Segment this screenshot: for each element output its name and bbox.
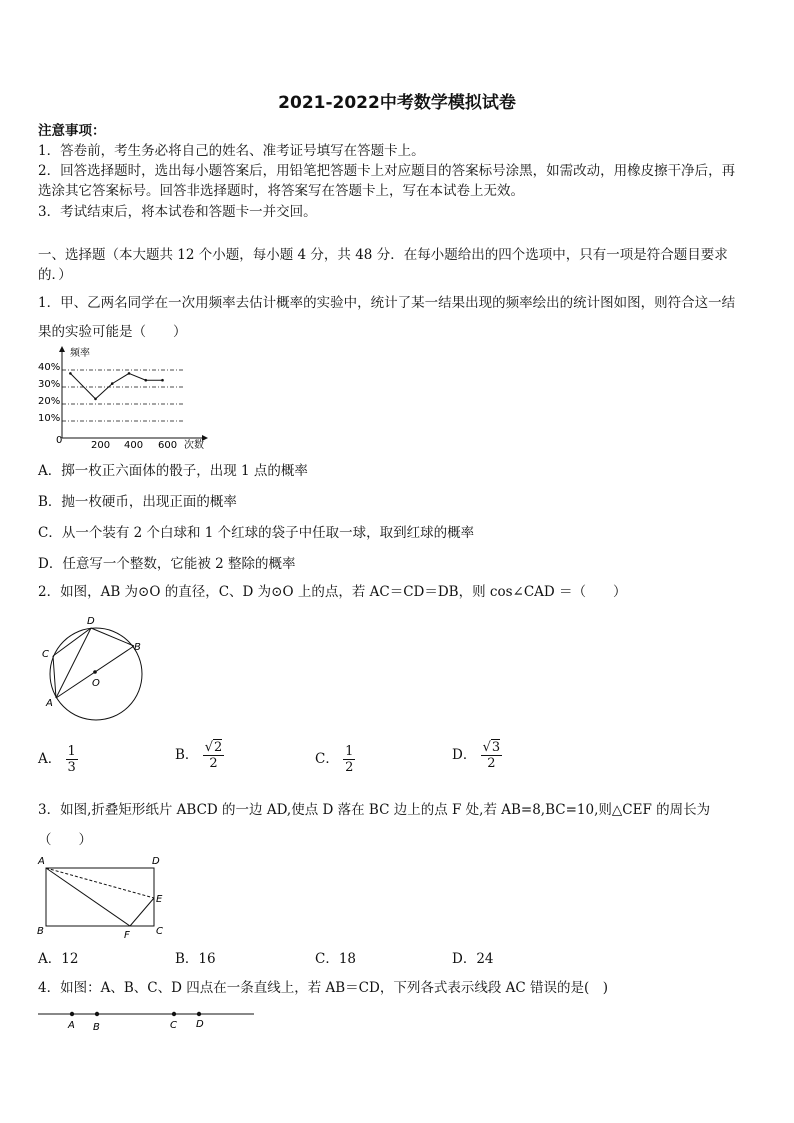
y-axis-arrow <box>59 346 65 352</box>
option-label: A． <box>38 751 62 767</box>
series-line <box>70 373 162 399</box>
segment-af <box>46 868 130 926</box>
option-label: B． <box>175 747 199 763</box>
y-tick-30: 30% <box>38 379 61 390</box>
label-b: B <box>134 642 141 653</box>
fraction: $\frac{√3}{2}$ <box>482 740 501 771</box>
data-point-1 <box>94 398 97 401</box>
q3-option-a: A．12 <box>38 951 79 967</box>
section-heading: 一、选择题（本大题共 12 个小题，每小题 4 分，共 48 分．在每小题给出的四个选项中，只有一项是符合题目要求 <box>38 247 728 263</box>
section-heading-cont: 的．） <box>38 267 72 283</box>
x-tick-600: 600 <box>158 440 178 451</box>
origin-label: 0 <box>56 435 63 446</box>
y-axis-label: 频率 <box>70 348 90 359</box>
q1-option-c: C．从一个装有 2 个白球和 1 个红球的袋子中任取一球，取到红球的概率 <box>38 525 475 541</box>
y-tick-10: 10% <box>38 413 61 424</box>
page-title: 2021-2022中考数学模拟试卷 <box>278 93 516 113</box>
label-b: B <box>93 1022 100 1033</box>
question-4: 4．如图：A、B、C、D 四点在一条直线上，若 AB＝CD，下列各式表示线段 AC 错误的是( ) <box>38 980 609 996</box>
x-tick-400: 400 <box>124 440 144 451</box>
q3-option-c: C．18 <box>315 951 357 967</box>
rectangle-diagram <box>34 852 174 942</box>
segment-ae-dashed <box>46 868 154 898</box>
fraction: $\frac{1}{2}$ <box>345 744 354 775</box>
chord-ad <box>56 628 91 698</box>
label-c: C <box>170 1020 177 1031</box>
q1-option-a: A．掷一枚正六面体的骰子，出现 1 点的概率 <box>38 463 308 479</box>
q2-option-d <box>452 740 502 771</box>
label-d: D <box>87 616 95 627</box>
notice-item-3: 3．考试结束后，将本试卷和答题卡一并交回。 <box>38 204 317 220</box>
data-point-2 <box>111 382 114 385</box>
q1-option-d: D．任意写一个整数，它能被 2 整除的概率 <box>38 556 296 572</box>
label-b: B <box>37 926 44 937</box>
circle-o <box>50 628 142 720</box>
question-3: 3．如图,折叠矩形纸片 ABCD 的一边 AD,使点 D 落在 BC 边上的点 F 处,若 AB=8,BC=10,则△CEF 的周长为 <box>38 802 711 818</box>
y-tick-20: 20% <box>38 396 61 407</box>
data-point-0 <box>69 372 72 375</box>
question-1-cont: 果的实验可能是（ ） <box>38 324 187 340</box>
notice-item-2: 2．回答选择题时，选出每小题答案后，用铅笔把答题卡上对应题目的答案标号涂黑，如需改动，用橡皮擦干净后，再 <box>38 163 736 179</box>
data-point-3 <box>128 372 131 375</box>
fraction: $\frac{1}{3}$ <box>67 744 76 775</box>
question-3-cont: （ ） <box>38 832 92 848</box>
q3-option-b: B．16 <box>175 951 216 967</box>
label-a: A <box>46 698 53 709</box>
q3-option-d: D．24 <box>452 951 494 967</box>
data-point-4 <box>144 379 147 382</box>
x-axis-label: 次数 <box>184 440 204 451</box>
label-c: C <box>42 649 49 660</box>
label-f: F <box>124 930 130 941</box>
label-c: C <box>156 926 163 937</box>
q2-option-a <box>38 744 78 775</box>
option-label: D． <box>452 747 477 763</box>
y-tick-40: 40% <box>38 362 61 373</box>
number-line-diagram <box>34 1004 258 1036</box>
point-c <box>172 1012 176 1016</box>
chord-cd <box>53 628 91 656</box>
label-e: E <box>156 894 163 905</box>
point-b <box>95 1012 99 1016</box>
option-label: C． <box>315 751 339 767</box>
label-a: A <box>38 856 45 867</box>
notice-item-1: 1．答卷前，考生务必将自己的姓名、准考证号填写在答题卡上。 <box>38 143 425 159</box>
q2-option-b <box>175 740 224 771</box>
q1-option-b: B．抛一枚硬币，出现正面的概率 <box>38 494 237 510</box>
label-a: A <box>68 1020 75 1031</box>
notice-heading: 注意事项： <box>38 123 106 139</box>
label-o: O <box>92 678 100 689</box>
frequency-chart <box>36 344 216 456</box>
center-point <box>93 670 97 674</box>
notice-item-2-cont: 选涂其它答案标号。回答非选择题时，将答案写在答题卡上，写在本试卷上无效。 <box>38 183 524 199</box>
x-tick-200: 200 <box>91 440 111 451</box>
point-d <box>197 1012 201 1016</box>
label-d: D <box>196 1019 204 1030</box>
data-point-5 <box>161 379 164 382</box>
question-1: 1．甲、乙两名同学在一次用频率去估计概率的实验中，统计了某一结果出现的频率绘出的统计图如图，则符合这一结 <box>38 295 736 311</box>
question-2: 2．如图，AB 为⊙O 的直径，C、D 为⊙O 上的点，若 AC＝CD＝DB，则 cos∠CAD ＝（ ） <box>38 584 627 600</box>
circle-diagram <box>36 612 148 722</box>
segment-fe <box>130 898 154 926</box>
point-a <box>70 1012 74 1016</box>
fraction: $\frac{√2}{2}$ <box>204 740 223 771</box>
label-d: D <box>152 856 160 867</box>
q2-option-c <box>315 744 355 775</box>
